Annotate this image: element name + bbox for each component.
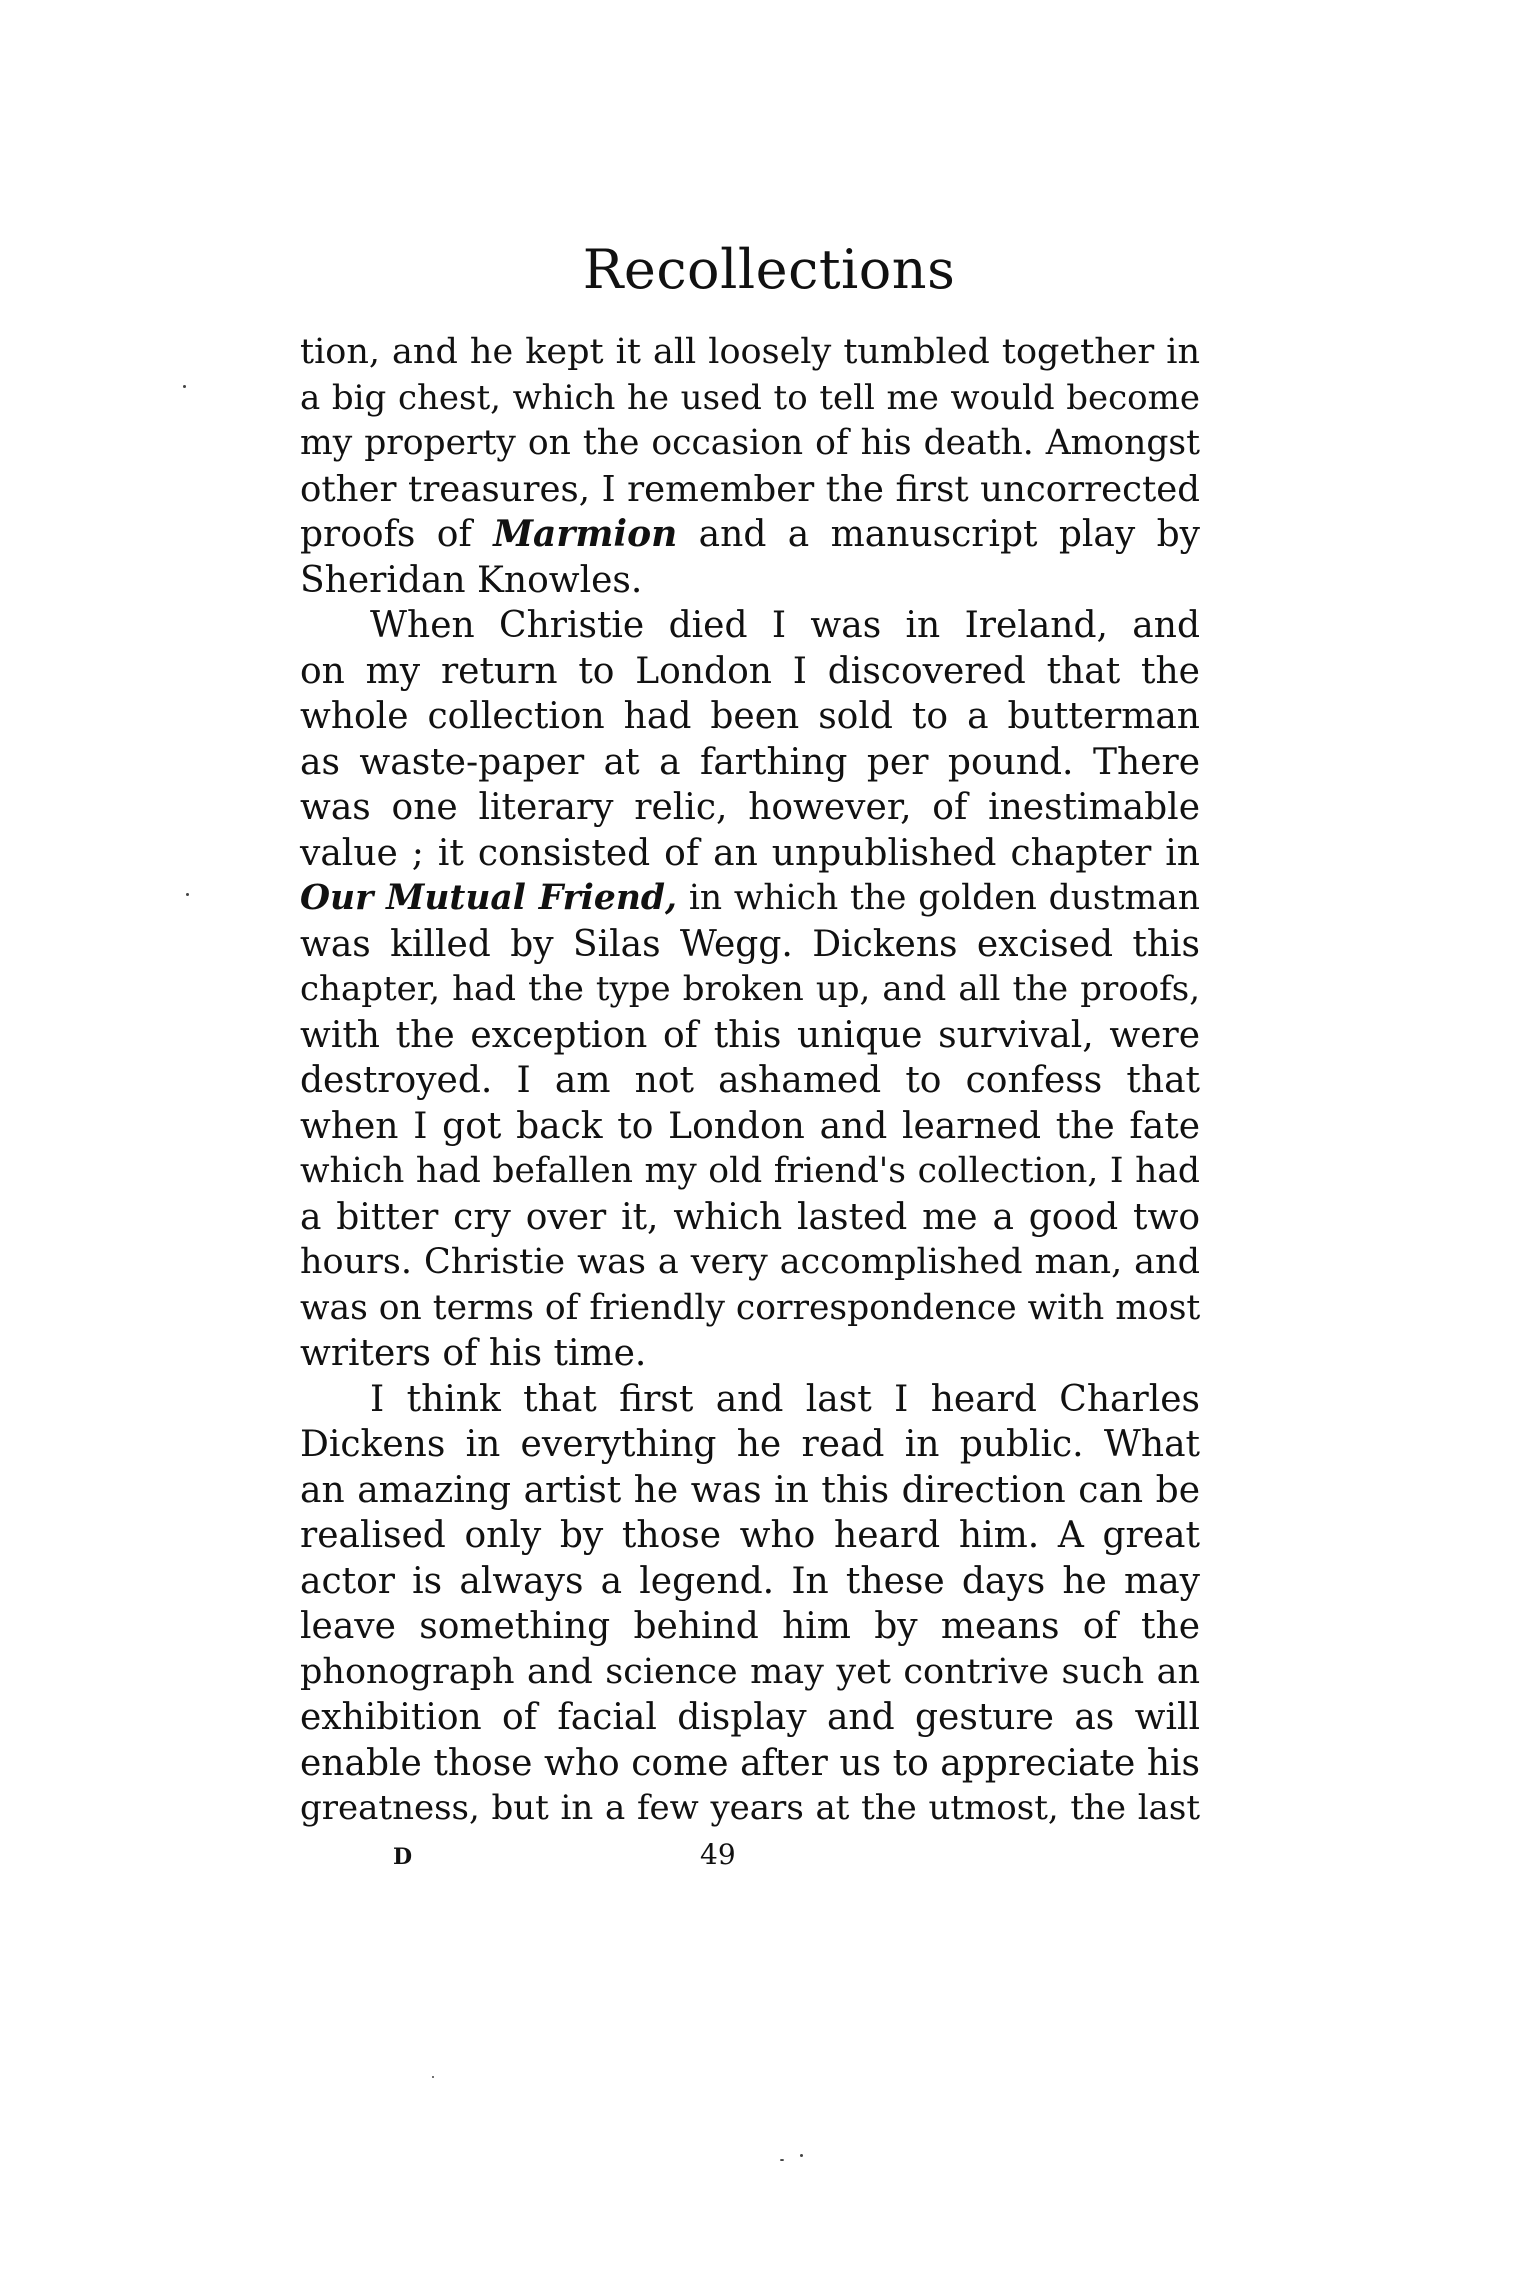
- italic-title: Our Mutual Friend,: [300, 878, 678, 918]
- text-line: my property on the occasion of his death. Amongst: [300, 423, 1200, 463]
- text-line: realised only by those who heard him. A great: [300, 1515, 1200, 1556]
- text-line: was killed by Silas Wegg. Dickens excised this: [300, 923, 1200, 965]
- text-line: an amazing artist he was in this direction can be: [300, 1469, 1200, 1511]
- text-line: I think that first and last I heard Charles: [370, 1378, 1200, 1420]
- running-head: Recollections: [582, 238, 956, 301]
- text-line: greatness, but in a few years at the utmost, the last: [300, 1788, 1200, 1828]
- text-line: was one literary relic, however, of inestimable: [300, 787, 1200, 828]
- text-line-segment: in which the golden dustman: [677, 878, 1200, 918]
- text-line: was on terms of friendly correspondence with most: [300, 1287, 1201, 1328]
- text-line: whole collection had been sold to a butterman: [300, 696, 1200, 737]
- text-line: [300, 512, 1200, 558]
- text-line: actor is always a legend. In these days he may: [300, 1560, 1200, 1602]
- text-line: other treasures, I remember the first uncorrected: [300, 468, 1200, 510]
- page-number: 49: [700, 1838, 736, 1871]
- margin-speck: [780, 2159, 784, 2161]
- text-line: phonograph and science may yet contrive such an: [300, 1651, 1200, 1692]
- text-line: value ; it consisted of an unpublished chapter in: [300, 832, 1200, 874]
- text-line: Sheridan Knowles.: [300, 559, 643, 601]
- text-line: leave something behind him by means of the: [300, 1606, 1200, 1647]
- text-line: as waste-paper at a farthing per pound. There: [300, 741, 1200, 783]
- margin-speck: [183, 385, 186, 388]
- margin-speck: [800, 2154, 803, 2157]
- text-line: chapter, had the type broken up, and all the proofs,: [300, 969, 1200, 1009]
- text-line: when I got back to London and learned the fate: [300, 1105, 1200, 1147]
- text-line-segment: and a manuscript play by: [677, 514, 1200, 555]
- margin-speck: [432, 2076, 434, 2078]
- text-line: on my return to London I discovered that the: [300, 650, 1200, 692]
- margin-speck: [186, 893, 189, 896]
- italic-title: Marmion: [493, 513, 678, 555]
- text-line: hours. Christie was a very accomplished man, and: [300, 1242, 1200, 1282]
- text-line: writers of his time.: [300, 1333, 647, 1374]
- text-line: which had befallen my old friend's collection, I had: [300, 1151, 1200, 1191]
- text-line-segment: proofs of: [300, 514, 494, 555]
- text-line: [300, 876, 1200, 922]
- text-line: When Christie died I was in Ireland, and: [370, 605, 1200, 646]
- text-line: a big chest, which he used to tell me would become: [300, 377, 1200, 418]
- text-line: tion, and he kept it all loosely tumbled together in: [300, 332, 1200, 372]
- text-line: a bitter cry over it, which lasted me a good two: [300, 1196, 1200, 1238]
- text-line: destroyed. I am not ashamed to confess that: [300, 1060, 1200, 1101]
- text-line: exhibition of facial display and gesture as will: [300, 1697, 1200, 1738]
- text-line: Dickens in everything he read in public. What: [300, 1424, 1200, 1465]
- text-line: with the exception of this unique survival, were: [300, 1014, 1200, 1056]
- signature-mark: D: [393, 1844, 413, 1870]
- body-text: [300, 330, 1200, 1832]
- text-line: enable those who come after us to appreciate his: [300, 1742, 1200, 1784]
